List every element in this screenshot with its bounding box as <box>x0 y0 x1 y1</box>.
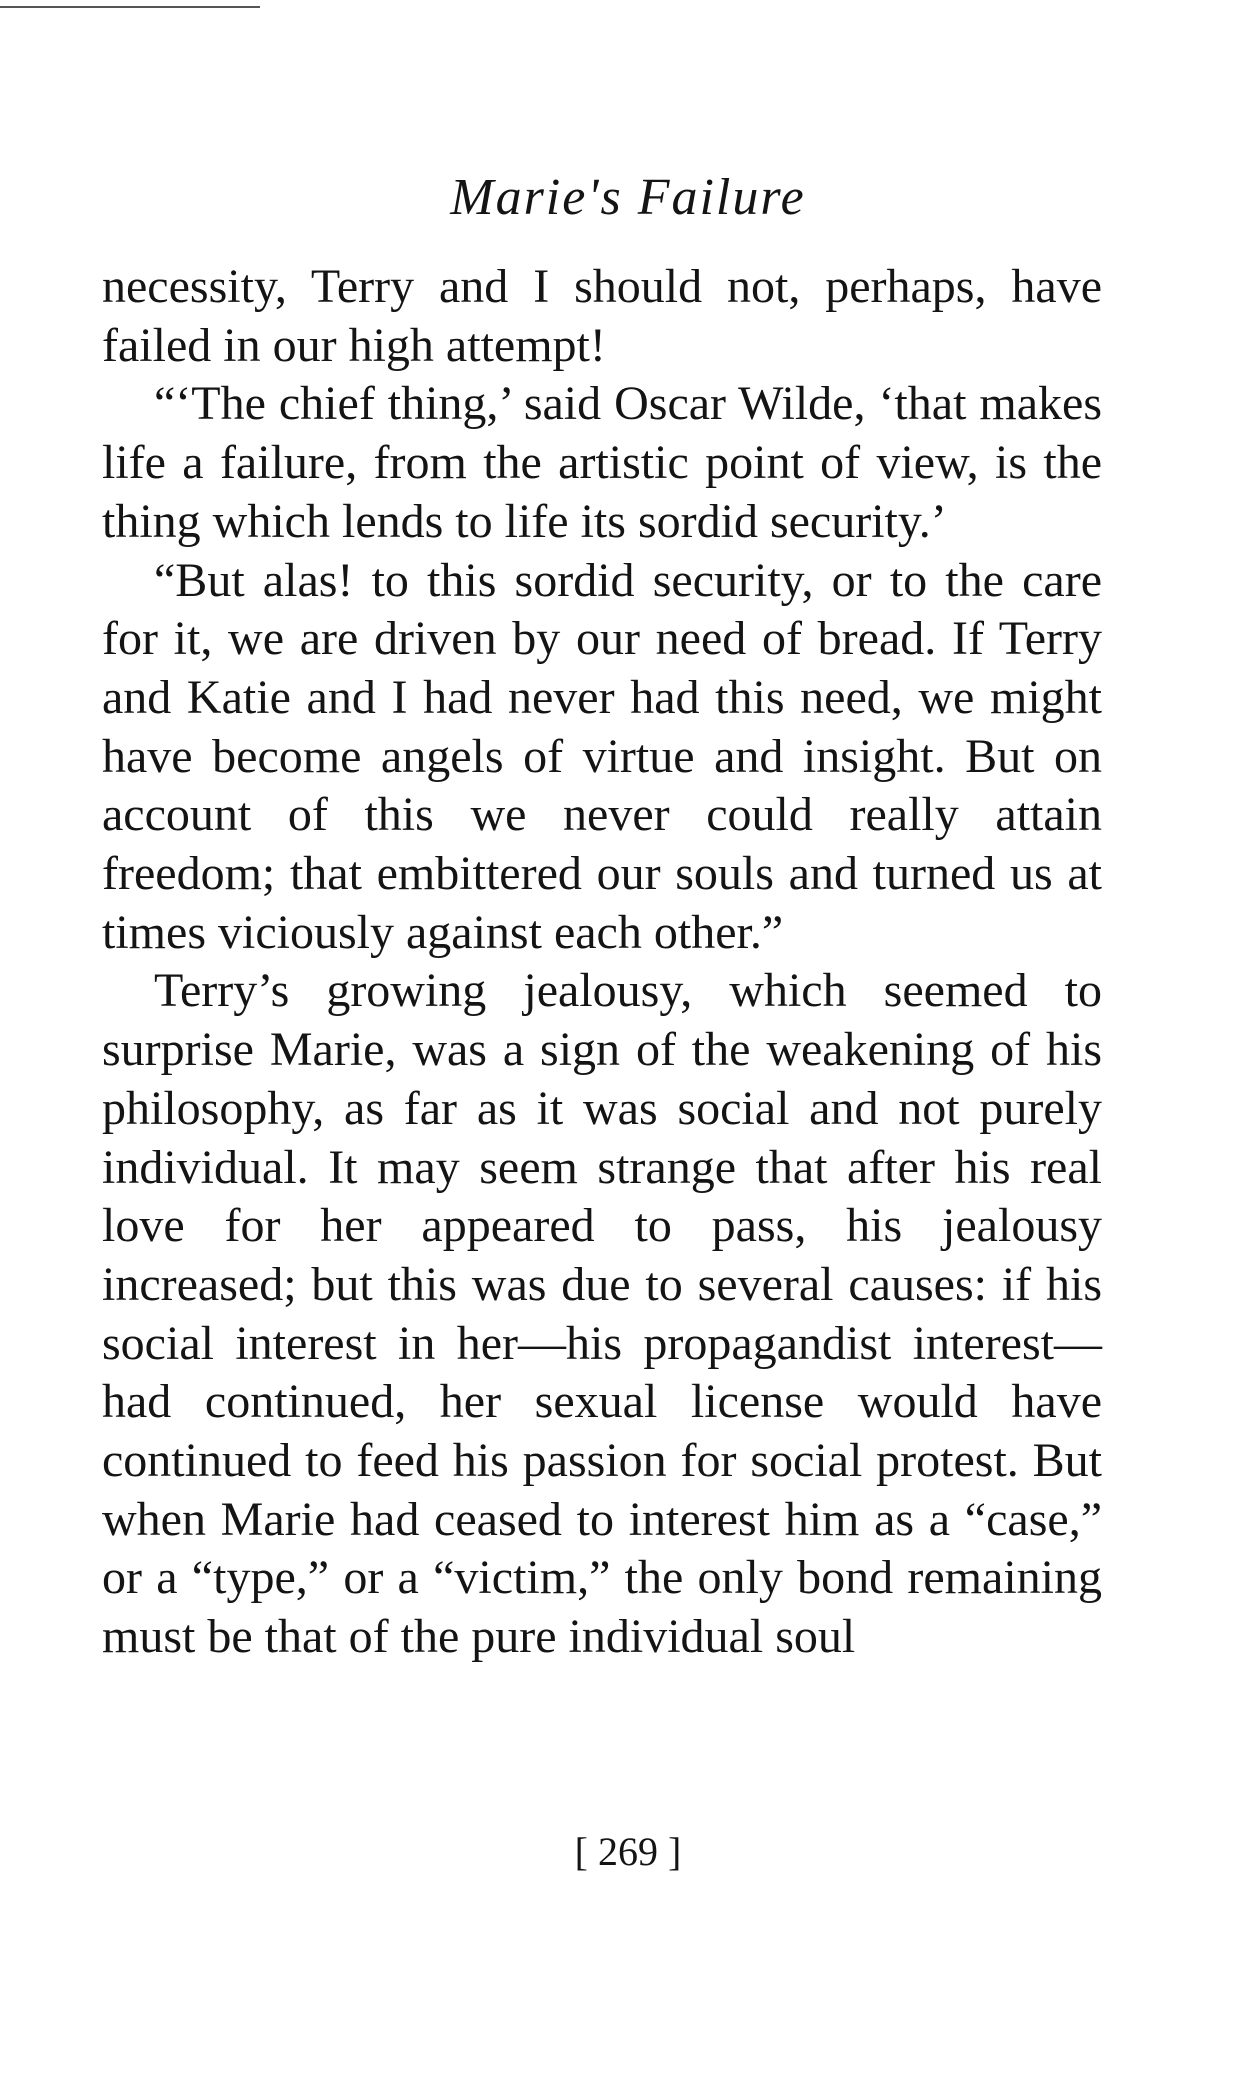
paragraph-continued: necessity, Terry and I should not, perhaps, have failed in our high attempt! <box>102 260 1102 372</box>
page-body <box>102 258 1102 1667</box>
running-head: Marie's Failure <box>450 169 806 226</box>
paragraph-sordid-security: “But alas! to this sordid security, or to the care for it, we are driven by our need of bread. If Terry and Katie and I had never had this need, we might have become angels of virtue and insight. But on account of this we never could really attain freedom; that embittered our souls and turned us at times viciously against each other.” <box>102 553 1102 959</box>
page-number: [ 269 ] <box>574 1829 682 1874</box>
top-rule <box>0 6 260 8</box>
paragraph-jealousy: Terry’s growing jealousy, which seemed to surprise Marie, was a sign of the weakening of his philosophy, as far as it was social and not purely individual. It may seem strange that after his real love for her appeared to pass, his jealousy increased; but this was due to several causes: if his social interest in her—his propagandist interest—had continued, her sexual license would have continued to feed his passion for social protest. But when Marie had ceased to interest him as a “case,” or a “type,” or a “victim,” the only bond remaining must be that of the pure individual soul <box>102 964 1102 1664</box>
paragraph-wilde-quote: “‘The chief thing,’ said Oscar Wilde, ‘that makes life a failure, from the artistic point of view, is the thing which lends to life its sordid security.’ <box>102 377 1102 548</box>
